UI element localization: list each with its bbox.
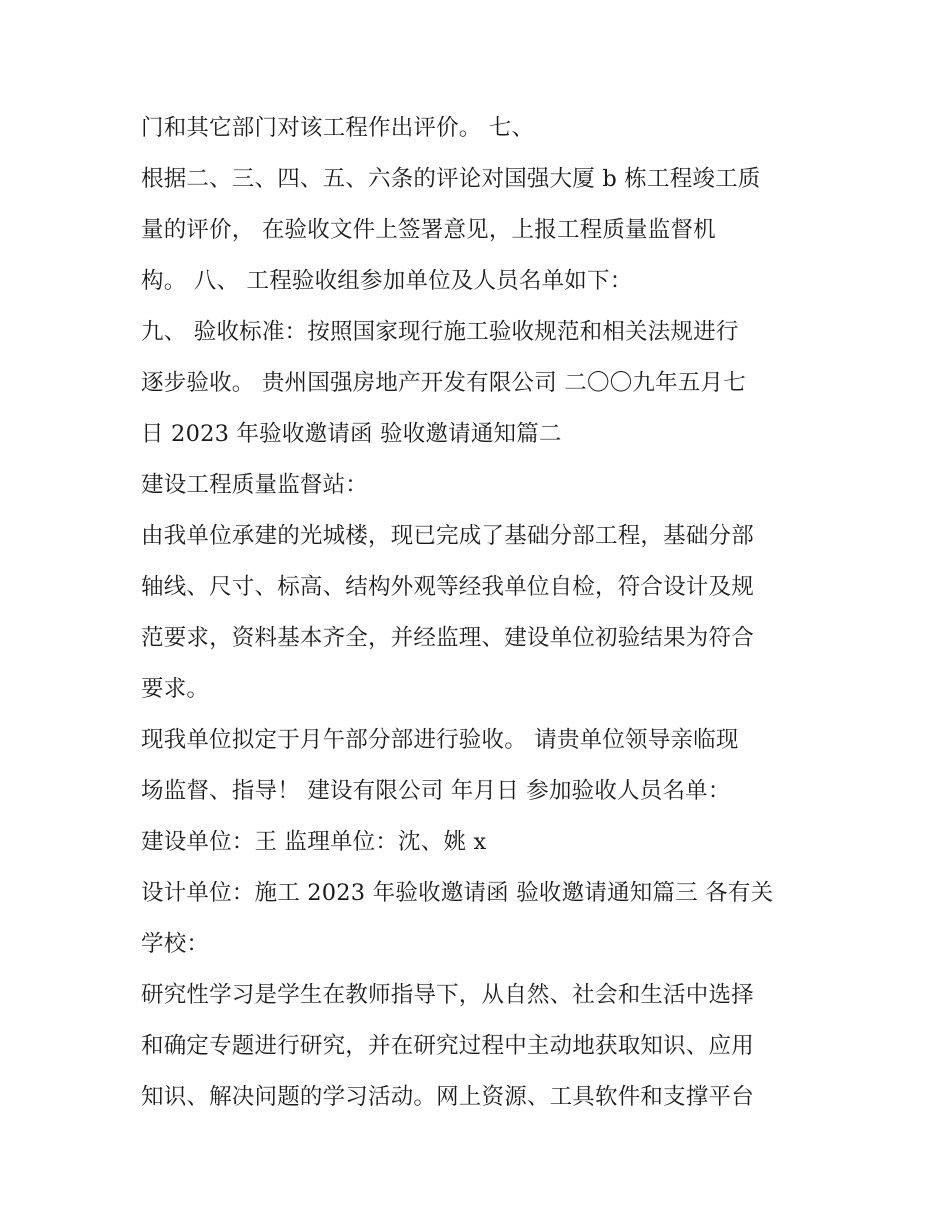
text-line: 根据二、三、四、五、六条的评论对国强大厦 b 栋工程竣工质 bbox=[141, 166, 761, 192]
text-line: 构。 八、 工程验收组参加单位及人员名单如下： bbox=[141, 268, 633, 294]
text-line: 轴线、尺寸、标高、结构外观等经我单位自检，符合设计及规 bbox=[141, 574, 754, 600]
text-line: 现我单位拟定于月午部分部进行验收。 请贵单位领导亲临现 bbox=[141, 727, 739, 753]
document-body bbox=[141, 103, 821, 1123]
text-line: 场监督、指导！ 建设有限公司 年月日 参加验收人员名单： bbox=[141, 778, 731, 804]
text-line: 要求。 bbox=[141, 676, 210, 702]
text-line: 由我单位承建的光城楼，现已完成了基础分部工程，基础分部 bbox=[141, 523, 754, 549]
text-line: 逐步验收。 贵州国强房地产开发有限公司 二〇〇九年五月七 bbox=[141, 370, 746, 396]
text-line: 学校： bbox=[141, 931, 210, 957]
text-line: 建设单位：王 监理单位：沈、姚 x bbox=[141, 829, 487, 855]
text-line: 范要求，资料基本齐全，并经监理、建设单位初验结果为符合 bbox=[141, 625, 754, 651]
text-line: 门和其它部门对该工程作出评价。 七、 bbox=[141, 115, 535, 141]
text-line: 建设工程质量监督站： bbox=[141, 472, 369, 498]
text-line: 知识、解决问题的学习活动。网上资源、工具软件和支撑平台 bbox=[141, 1084, 754, 1110]
text-line: 九、 验收标准：按照国家现行施工验收规范和相关法规进行 bbox=[141, 319, 739, 345]
text-line: 研究性学习是学生在教师指导下，从自然、社会和生活中选择 bbox=[141, 982, 754, 1008]
text-line: 量的评价， 在验收文件上签署意见，上报工程质量监督机 bbox=[141, 217, 716, 243]
text-line: 和确定专题进行研究，并在研究过程中主动地获取知识、应用 bbox=[141, 1033, 754, 1059]
text-line: 日 2023 年验收邀请函 验收邀请通知篇二 bbox=[141, 421, 562, 447]
text-line: 设计单位：施工 2023 年验收邀请函 验收邀请通知篇三 各有关 bbox=[141, 880, 774, 906]
